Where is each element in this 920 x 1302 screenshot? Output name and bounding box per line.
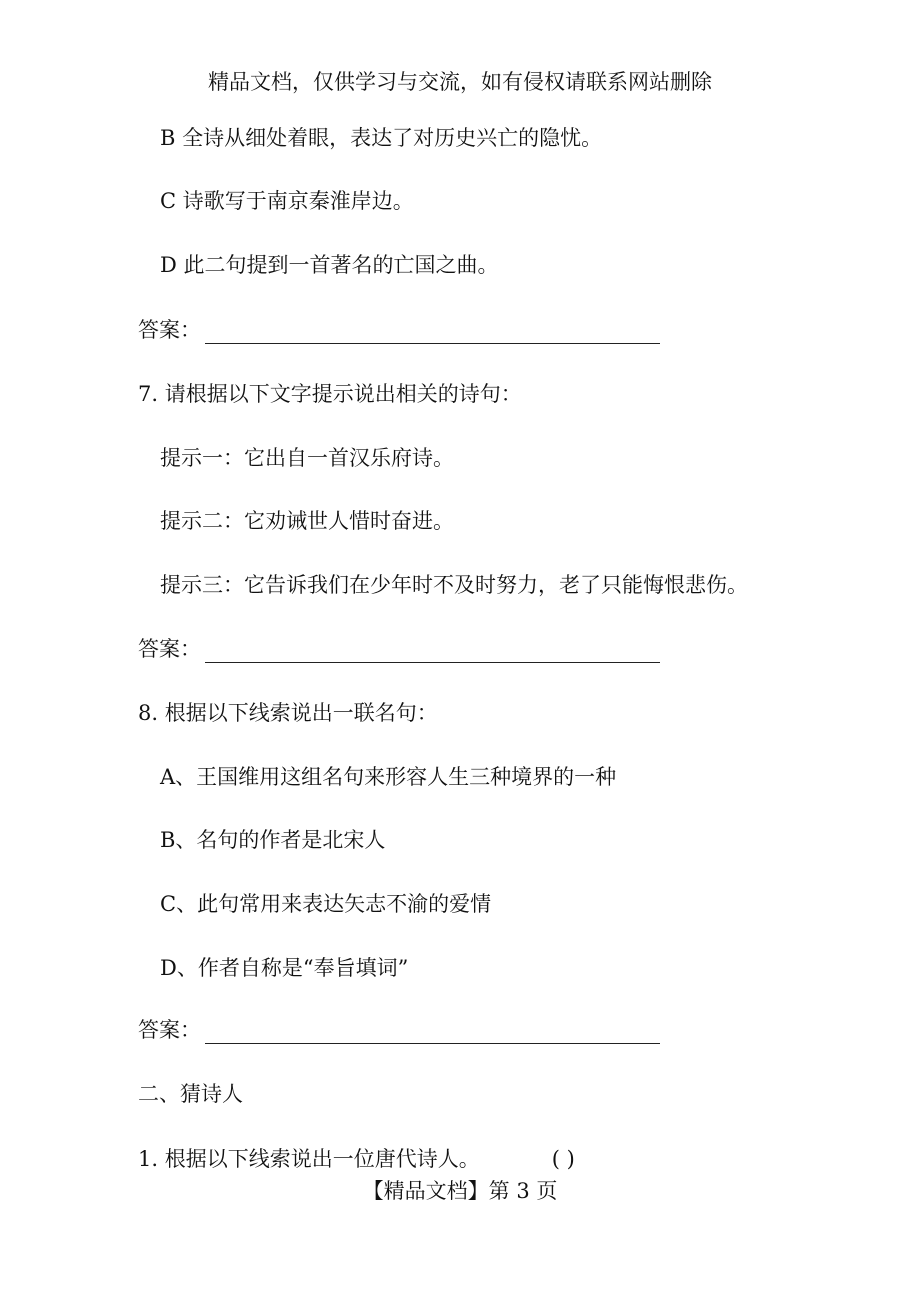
- section-2-question-1-text: 1. 根据以下线索说出一位唐代诗人。: [138, 1147, 480, 1171]
- answer-blank[interactable]: [205, 640, 660, 663]
- q6-option-d: D 此二句提到一首著名的亡国之曲。: [160, 253, 499, 277]
- q8-clue-c: C、此句常用来表达矢志不渝的爱情: [160, 892, 492, 916]
- answer-label: 答案：: [138, 637, 201, 661]
- q7-hint-1: 提示一：它出自一首汉乐府诗。: [160, 446, 454, 470]
- answer-blank[interactable]: [205, 1021, 660, 1044]
- section-2-title: 二、猜诗人: [138, 1082, 243, 1106]
- q6-option-c: C 诗歌写于南京秦淮岸边。: [160, 189, 414, 213]
- section-2-question-1: [138, 1145, 575, 1173]
- q8-answer-line: [138, 1016, 660, 1044]
- q7-answer-line: [138, 635, 660, 663]
- q7-hint-3: 提示三：它告诉我们在少年时不及时努力，老了只能悔恨悲伤。: [160, 573, 748, 597]
- q8-clue-a: A、王国维用这组名句来形容人生三种境界的一种: [160, 765, 617, 789]
- q8-clue-b: B、名句的作者是北宋人: [160, 828, 386, 852]
- q7-hint-2: 提示二：它劝诫世人惜时奋进。: [160, 509, 454, 533]
- q6-answer-line: [138, 316, 660, 344]
- q6-option-b: B 全诗从细处着眼，表达了对历史兴亡的隐忧。: [160, 126, 603, 150]
- q7-prompt: 7. 请根据以下文字提示说出相关的诗句：: [138, 382, 522, 406]
- page-header: 精品文档，仅供学习与交流，如有侵权请联系网站删除: [208, 70, 712, 94]
- q8-clue-d: D、作者自称是“奉旨填词”: [160, 956, 409, 980]
- answer-blank[interactable]: [205, 321, 660, 344]
- page-footer: 【精品文档】第 3 页: [362, 1179, 558, 1203]
- answer-label: 答案：: [138, 1018, 201, 1042]
- answer-label: 答案：: [138, 318, 201, 342]
- q8-prompt: 8. 根据以下线索说出一联名句：: [138, 701, 438, 725]
- answer-parentheses[interactable]: ( ): [551, 1147, 575, 1171]
